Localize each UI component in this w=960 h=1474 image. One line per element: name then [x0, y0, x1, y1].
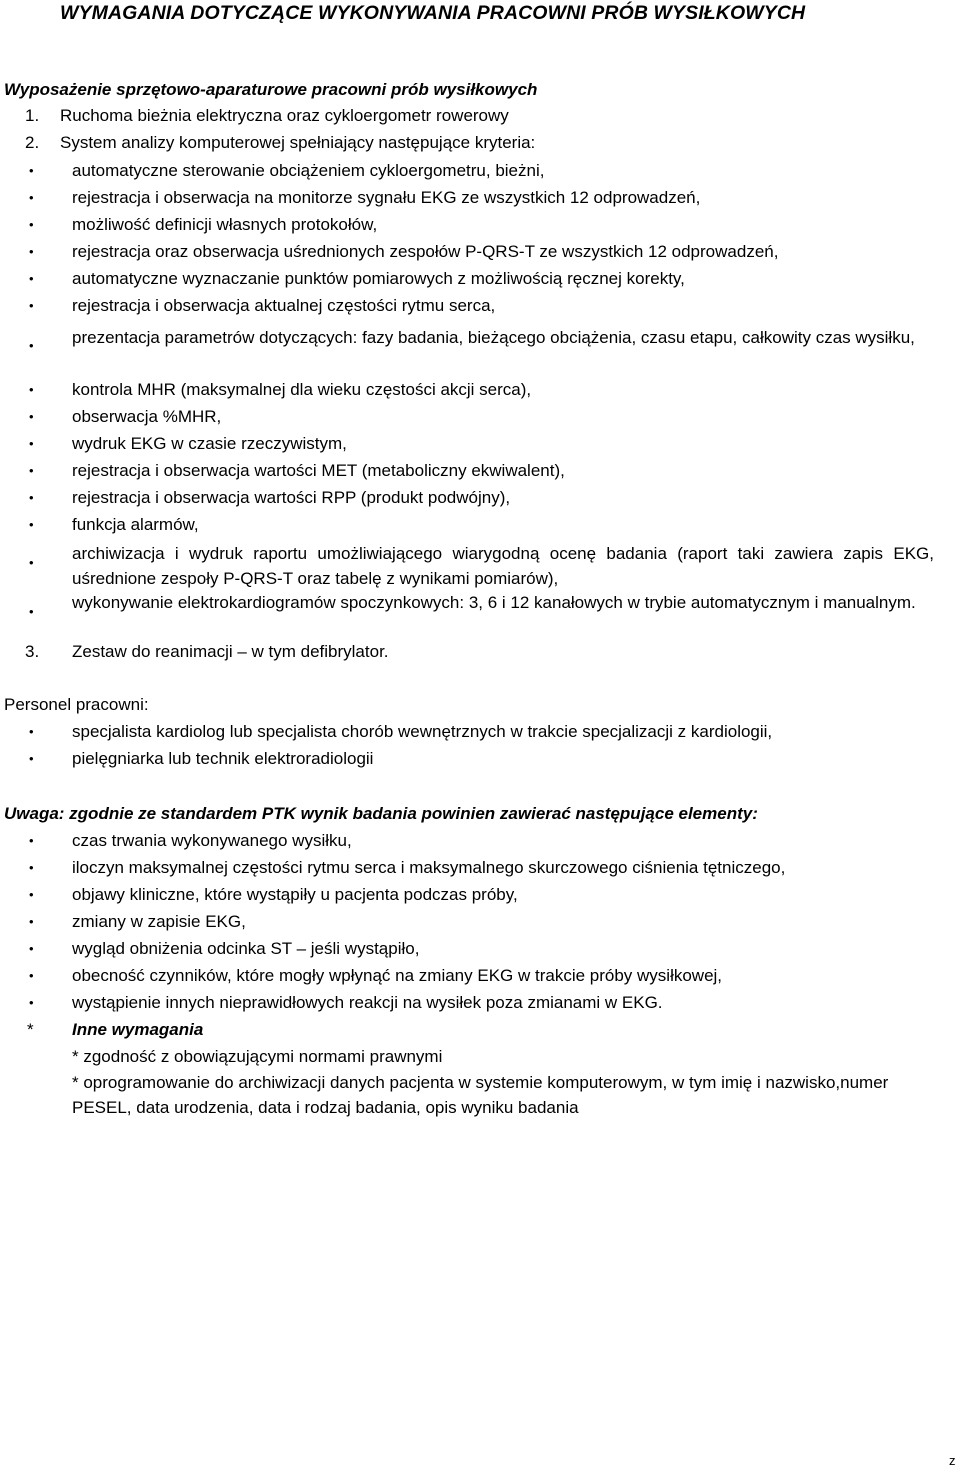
- staff-item: specjalista kardiolog lub specjalista chorób wewnętrznych w trakcie specjalizacji z kardiologii,: [72, 722, 773, 741]
- document-title: WYMAGANIA DOTYCZĄCE WYKONYWANIA PRACOWNI PRÓB WYSIŁKOWYCH: [60, 2, 806, 24]
- bullet-icon: •: [29, 190, 34, 205]
- criteria-item: kontrola MHR (maksymalnej dla wieku częstości akcji serca),: [72, 380, 532, 399]
- staff-item: pielęgniarka lub technik elektroradiologii: [72, 749, 374, 768]
- corner-mark: z: [949, 1453, 956, 1468]
- bullet-icon: •: [29, 968, 34, 983]
- bullet-icon: •: [29, 914, 34, 929]
- bullet-icon: •: [29, 751, 34, 766]
- criteria-item: możliwość definicji własnych protokołów,: [72, 215, 378, 234]
- bullet-icon: •: [29, 463, 34, 478]
- note-item: wystąpienie innych nieprawidłowych reakcji na wysiłek poza zmianami w EKG.: [72, 993, 663, 1012]
- criteria-item: rejestracja i obserwacja wartości MET (metaboliczny ekwiwalent),: [72, 461, 565, 480]
- bullet-icon: •: [29, 995, 34, 1010]
- note-item: zmiany w zapisie EKG,: [72, 912, 246, 931]
- equipment-item-1: Ruchoma bieżnia elektryczna oraz cykloergometr rowerowy: [60, 106, 509, 125]
- criteria-item: obserwacja %MHR,: [72, 407, 222, 426]
- note-item: wygląd obniżenia odcinka ST – jeśli wystąpiło,: [72, 939, 420, 958]
- bullet-icon: •: [29, 436, 34, 451]
- criteria-item: automatyczne wyznaczanie punktów pomiarowych z możliwością ręcznej korekty,: [72, 269, 685, 288]
- bullet-icon: •: [29, 724, 34, 739]
- note-item: iloczyn maksymalnej częstości rytmu serca i maksymalnego skurczowego ciśnienia tętniczego,: [72, 858, 786, 877]
- note-heading: Uwaga: zgodnie ze standardem PTK wynik badania powinien zawierać następujące elementy:: [4, 804, 758, 823]
- note-item: czas trwania wykonywanego wysiłku,: [72, 831, 352, 850]
- criteria-item: funkcja alarmów,: [72, 515, 199, 534]
- bullet-icon: •: [29, 244, 34, 259]
- bullet-icon: •: [29, 833, 34, 848]
- criteria-item: wydruk EKG w czasie rzeczywistym,: [72, 434, 347, 453]
- note-item: obecność czynników, które mogły wpłynąć na zmiany EKG w trakcie próby wysiłkowej,: [72, 966, 723, 985]
- criteria-item: prezentacja parametrów dotyczących: fazy badania, bieżącego obciążenia, czasu etapu, całkowity czas wysiłku,: [72, 328, 915, 347]
- bullet-icon: •: [29, 382, 34, 397]
- bullet-icon: •: [29, 941, 34, 956]
- item-number-3: 3.: [25, 642, 40, 661]
- bullet-icon: •: [29, 338, 34, 353]
- bullet-icon: •: [29, 163, 34, 178]
- criteria-item: rejestracja i obserwacja aktualnej częstości rytmu serca,: [72, 296, 496, 315]
- criteria-item: wykonywanie elektrokardiogramów spoczynkowych: 3, 6 i 12 kanałowych w trybie automatycznym i manualnym.: [72, 593, 916, 612]
- equipment-item-2: System analizy komputerowej spełniający następujące kryteria:: [60, 133, 536, 152]
- staff-heading: Personel pracowni:: [4, 695, 149, 714]
- bullet-icon: •: [29, 517, 34, 532]
- bullet-icon: •: [29, 490, 34, 505]
- bullet-icon: •: [29, 887, 34, 902]
- item-number-1: 1.: [25, 106, 40, 125]
- bullet-icon: •: [29, 298, 34, 313]
- asterisk-marker: *: [27, 1020, 34, 1039]
- bullet-icon: •: [29, 604, 34, 619]
- item-number-2: 2.: [25, 133, 40, 152]
- other-heading: Inne wymagania: [72, 1020, 204, 1039]
- bullet-icon: •: [29, 271, 34, 286]
- other-item: * oprogramowanie do archiwizacji danych pacjenta w systemie komputerowym, w tym imię i nazwisko,numer PESEL, data urodzenia, data i rodzaj badania, opis wyniku badania: [72, 1073, 889, 1117]
- equipment-item-3: Zestaw do reanimacji – w tym defibrylator.: [72, 642, 389, 661]
- criteria-item: rejestracja i obserwacja wartości RPP (produkt podwójny),: [72, 488, 511, 507]
- bullet-icon: •: [29, 217, 34, 232]
- criteria-item: archiwizacja i wydruk raportu umożliwiającego wiarygodną ocenę badania (raport taki zawiera zapis EKG, uśrednione zespoły P-QRS-T oraz tabelę z wynikami pomiarów),: [72, 544, 934, 588]
- bullet-icon: •: [29, 409, 34, 424]
- criteria-item: rejestracja i obserwacja na monitorze sygnału EKG ze wszystkich 12 odprowadzeń,: [72, 188, 701, 207]
- criteria-item: automatyczne sterowanie obciążeniem cykloergometru, bieżni,: [72, 161, 545, 180]
- bullet-icon: •: [29, 860, 34, 875]
- criteria-item: rejestracja oraz obserwacja uśrednionych zespołów P-QRS-T ze wszystkich 12 odprowadzeń,: [72, 242, 779, 261]
- note-item: objawy kliniczne, które wystąpiły u pacjenta podczas próby,: [72, 885, 518, 904]
- other-item: * zgodność z obowiązującymi normami prawnymi: [72, 1047, 443, 1066]
- equipment-heading: Wyposażenie sprzętowo-aparaturowe pracowni prób wysiłkowych: [4, 80, 538, 99]
- bullet-icon: •: [29, 555, 34, 570]
